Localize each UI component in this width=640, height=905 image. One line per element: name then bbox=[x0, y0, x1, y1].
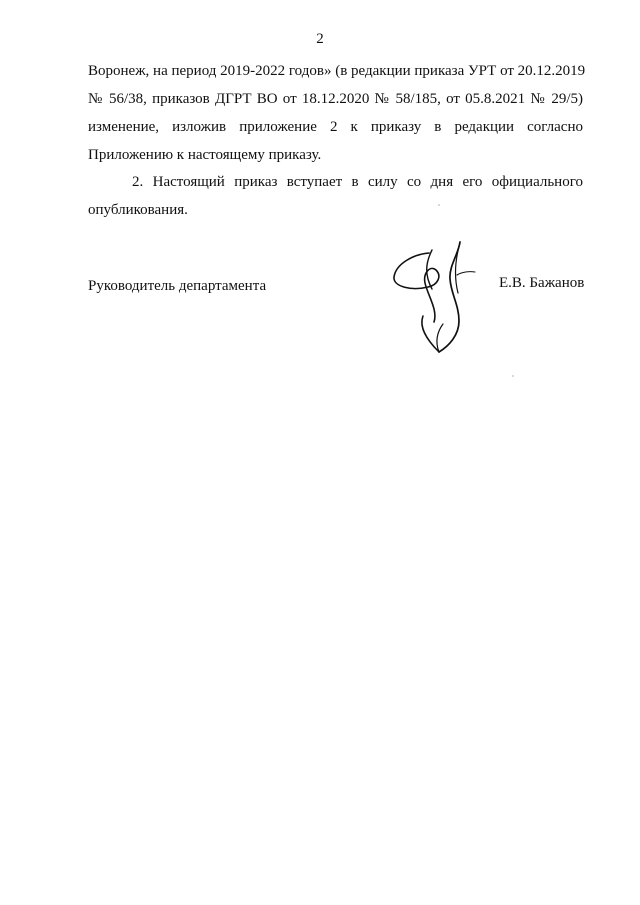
signatory-title: Руководитель департамента bbox=[88, 278, 267, 294]
paragraph-1-line-2: № 56/38, приказов ДГРТ ВО от 18.12.2020 № 58/185, от 05.8.2021 № 29/5) bbox=[88, 91, 583, 107]
paragraph-1-line-1: Воронеж, на период 2019-2022 годов» (в редакции приказа УРТ от 20.12.2019 bbox=[88, 63, 586, 79]
paragraph-2-line-1: 2. Настоящий приказ вступает в силу со дня его официального bbox=[132, 174, 583, 190]
paragraph-1-line-4: Приложению к настоящему приказу. bbox=[88, 147, 322, 163]
paragraph-1-line-3: изменение, изложив приложение 2 к приказу в редакции согласно bbox=[88, 119, 583, 135]
scan-speck bbox=[512, 375, 514, 377]
signatory-name: Е.В. Бажанов bbox=[499, 275, 585, 291]
paragraph-1 bbox=[88, 62, 586, 163]
paragraph-2 bbox=[88, 173, 583, 223]
paragraph-2-line-2: опубликования. bbox=[88, 202, 188, 218]
handwritten-signature bbox=[388, 238, 498, 356]
page-number: 2 bbox=[316, 31, 324, 47]
scan-speck bbox=[438, 204, 440, 206]
